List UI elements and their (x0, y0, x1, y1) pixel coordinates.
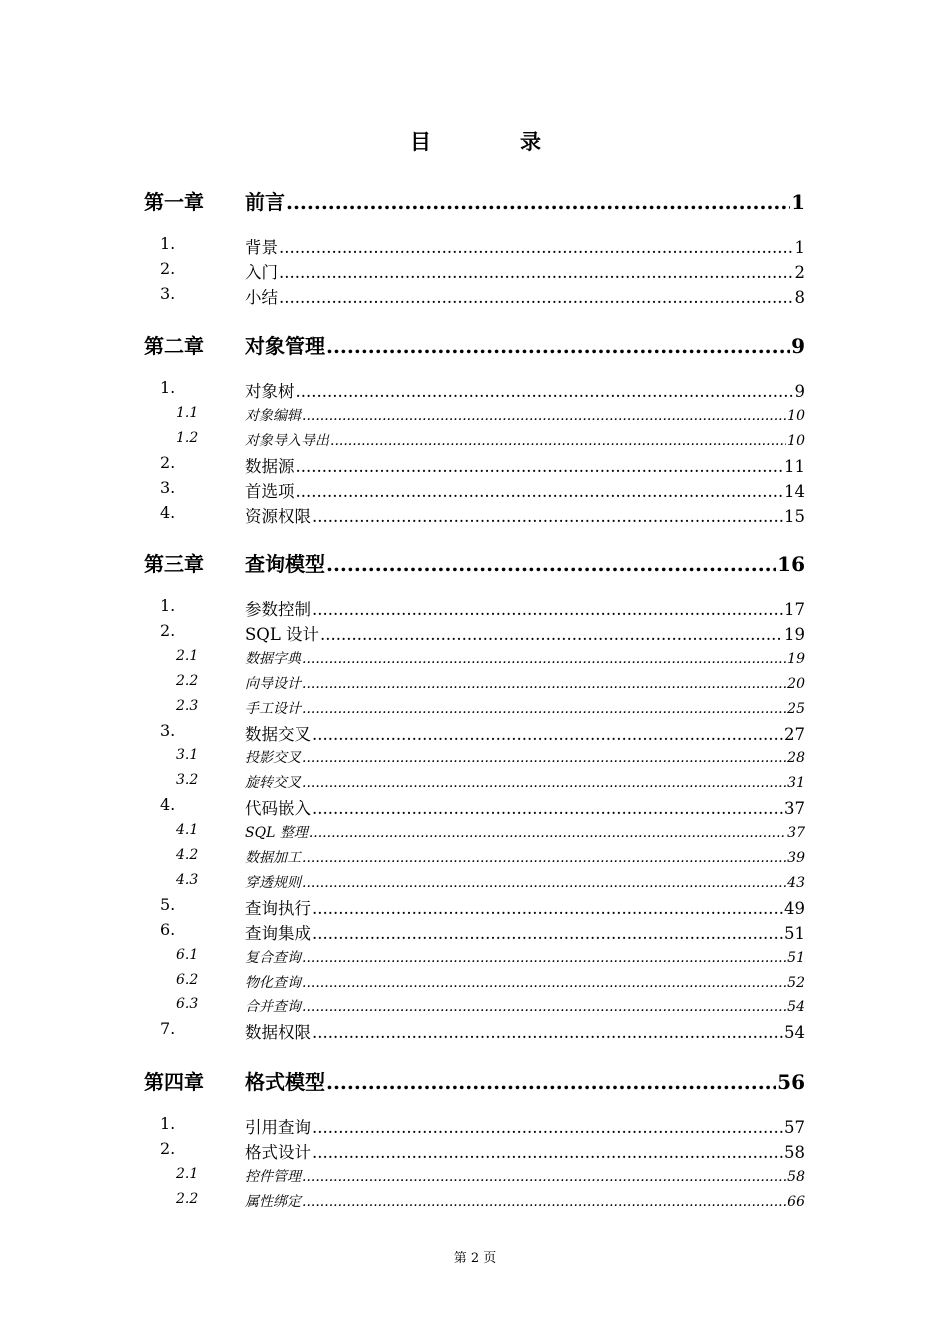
toc-label: 对象树 (245, 382, 295, 401)
toc-entry[interactable] (245, 972, 805, 992)
toc-number: 5. (160, 894, 176, 914)
toc-number: 6.3 (176, 996, 199, 1013)
toc-title-right: 录 (520, 129, 541, 154)
page-footer: 第 2 页 (453, 1251, 497, 1266)
toc-number: 3.2 (176, 772, 199, 789)
dot-leader (312, 1023, 783, 1042)
dot-leader (296, 382, 794, 401)
toc-page-number: 20 (787, 675, 805, 692)
toc-page-number: 8 (794, 287, 805, 307)
toc-page-number: 58 (784, 1142, 805, 1162)
toc-label: SQL 设计 (245, 624, 320, 644)
dot-leader (312, 799, 783, 818)
dot-leader (302, 651, 786, 667)
toc-number: 6.2 (176, 971, 199, 988)
toc-page-number: 57 (784, 1118, 805, 1137)
toc-entry[interactable] (245, 621, 805, 645)
toc-entry[interactable] (245, 330, 805, 359)
dot-leader (302, 875, 786, 891)
toc-page-number: 28 (787, 750, 805, 767)
toc-label: 查询集成 (245, 923, 311, 943)
dot-leader (296, 482, 784, 501)
toc-number: 2.3 (176, 697, 199, 714)
dot-leader (302, 850, 786, 866)
toc-entry[interactable] (245, 1139, 805, 1163)
toc-label: 物化查询 (245, 974, 301, 991)
toc-number: 2.2 (176, 672, 199, 689)
toc-page-number: 27 (784, 724, 805, 744)
dot-leader (326, 552, 776, 576)
toc-entry[interactable] (245, 596, 805, 620)
toc-page-number: 1 (794, 238, 805, 257)
toc-label: 穿透规则 (245, 874, 301, 891)
toc-entry[interactable] (245, 698, 805, 718)
toc-label: 数据字典 (245, 650, 301, 667)
toc-page-number: 9 (791, 334, 805, 358)
toc-label: 引用查询 (245, 1118, 311, 1137)
toc-label: 背景 (245, 238, 278, 257)
dot-leader (312, 924, 783, 943)
toc-number: 1.1 (176, 404, 199, 421)
toc-number: 2. (160, 620, 176, 640)
toc-page-number: 17 (784, 600, 805, 619)
toc-entry[interactable] (245, 895, 805, 919)
toc-label: 复合查询 (245, 949, 301, 966)
toc-entry[interactable] (245, 1191, 805, 1211)
toc-page-number: 16 (777, 552, 805, 576)
toc-page-number: 37 (787, 825, 805, 842)
toc-entry[interactable] (245, 772, 805, 792)
toc-entry[interactable] (245, 673, 805, 693)
dot-leader (279, 238, 794, 257)
toc-entry[interactable] (245, 947, 805, 967)
toc-number: 2. (160, 258, 176, 278)
toc-label: 前言 (245, 190, 285, 214)
dot-leader (330, 433, 786, 449)
toc-page-number: 14 (784, 481, 805, 501)
toc-page-number: 52 (787, 974, 805, 991)
toc-entry[interactable] (245, 648, 805, 668)
toc-page-number: 31 (787, 775, 805, 792)
toc-page-number: 51 (784, 923, 805, 943)
toc-number: 1. (160, 378, 176, 397)
toc-page-number: 54 (784, 1023, 805, 1043)
toc-entry[interactable] (245, 1166, 805, 1186)
toc-entry[interactable] (245, 259, 805, 283)
dot-leader (312, 507, 783, 526)
toc-number: 第四章 (144, 1070, 204, 1094)
toc-label: 对象管理 (245, 334, 325, 358)
toc-entry[interactable] (245, 503, 805, 527)
toc-page-number: 19 (784, 624, 805, 644)
toc-entry[interactable] (245, 453, 805, 477)
toc-entry[interactable] (245, 996, 805, 1016)
toc-entry[interactable] (245, 847, 805, 867)
toc-entry[interactable] (245, 405, 805, 425)
toc-label: 资源权限 (245, 506, 311, 526)
dot-leader (312, 1143, 783, 1162)
dot-leader (302, 750, 786, 766)
toc-label: 查询模型 (245, 552, 325, 576)
toc-entry[interactable] (245, 1114, 805, 1138)
toc-number: 6.1 (176, 946, 199, 963)
toc-label: 数据交叉 (245, 724, 311, 744)
toc-page-number: 56 (777, 1070, 805, 1094)
toc-page-number: 11 (784, 456, 805, 476)
toc-number: 第三章 (144, 552, 204, 576)
toc-label: 数据源 (245, 456, 295, 476)
toc-label: 查询执行 (245, 898, 311, 918)
toc-page-number: 10 (787, 432, 805, 449)
toc-label: 手工设计 (245, 700, 301, 717)
dot-leader (279, 288, 794, 307)
toc-entry[interactable] (245, 920, 805, 944)
dot-leader (312, 899, 783, 918)
dot-leader (302, 975, 786, 991)
toc-page-number: 54 (787, 999, 805, 1016)
toc-entry[interactable] (245, 795, 805, 819)
toc-number: 1. (160, 1114, 176, 1133)
toc-page-number: 19 (787, 650, 805, 667)
toc-label: 控件管理 (245, 1168, 301, 1185)
toc-label: 旋转交叉 (245, 775, 301, 792)
toc-number: 4. (160, 502, 176, 522)
dot-leader (302, 950, 786, 966)
toc-number: 第二章 (144, 334, 204, 358)
dot-leader (326, 1070, 776, 1094)
toc-title-left: 目 (410, 129, 431, 154)
dot-leader (302, 1169, 786, 1185)
toc-label: 格式模型 (245, 1070, 325, 1094)
toc-entry[interactable] (245, 430, 805, 450)
dot-leader (279, 263, 794, 282)
toc-number: 4. (160, 795, 176, 815)
toc-label: 向导设计 (245, 675, 301, 692)
toc-entry[interactable] (245, 284, 805, 308)
toc-label: 数据加工 (245, 850, 301, 866)
toc-number: 第一章 (144, 190, 204, 214)
toc-page-number: 58 (787, 1168, 805, 1185)
toc-page-number: 39 (787, 850, 805, 866)
toc-page-number: 37 (784, 799, 805, 819)
toc-page-number: 66 (787, 1193, 805, 1210)
toc-page-number: 2 (794, 262, 805, 282)
toc-label: 属性绑定 (245, 1193, 301, 1210)
dot-leader (302, 999, 786, 1015)
toc-number: 2.1 (176, 647, 199, 664)
dot-leader (326, 334, 790, 358)
toc-label: 小结 (245, 287, 278, 307)
toc-label: 对象导入导出 (245, 432, 329, 449)
toc-label: 对象编辑 (245, 407, 301, 424)
toc-number: 1.2 (176, 429, 199, 446)
dot-leader (320, 625, 783, 644)
toc-label: SQL 整理 (245, 825, 308, 842)
toc-entry[interactable] (245, 747, 805, 767)
dot-leader (286, 190, 790, 214)
toc-label: 合并查询 (245, 999, 301, 1016)
toc-number: 2. (160, 452, 176, 472)
dot-leader (296, 457, 784, 476)
toc-number: 3.1 (176, 747, 199, 764)
toc-entry[interactable] (245, 548, 805, 577)
dot-leader (302, 1194, 786, 1210)
toc-label: 参数控制 (245, 600, 311, 619)
toc-number: 6. (160, 919, 176, 939)
toc-entry[interactable] (245, 378, 805, 402)
toc-number: 4.1 (176, 822, 199, 839)
toc-number: 3. (160, 477, 176, 497)
toc-label: 投影交叉 (245, 750, 301, 767)
toc-label: 格式设计 (245, 1142, 311, 1162)
toc-entry[interactable] (245, 186, 805, 215)
toc-label: 数据权限 (245, 1023, 311, 1043)
dot-leader (312, 1118, 783, 1137)
toc-number: 2.2 (176, 1190, 199, 1207)
toc-entry[interactable] (245, 822, 805, 842)
dot-leader (302, 676, 786, 692)
toc-label: 首选项 (245, 481, 295, 501)
dot-leader (302, 701, 786, 717)
toc-label: 入门 (245, 262, 278, 282)
toc-number: 3. (160, 720, 176, 740)
toc-number: 4.3 (176, 871, 199, 888)
dot-leader (312, 600, 783, 619)
toc-page-number: 43 (787, 874, 805, 891)
toc-entry[interactable] (245, 721, 805, 745)
toc-number: 2.1 (176, 1165, 199, 1182)
toc-number: 1. (160, 234, 176, 253)
toc-page-number: 51 (787, 949, 805, 966)
toc-entry[interactable] (245, 478, 805, 502)
toc-page-number: 25 (787, 700, 805, 717)
toc-entry[interactable] (245, 234, 805, 258)
dot-leader (309, 825, 786, 841)
toc-page-number: 9 (794, 382, 805, 401)
toc-number: 7. (160, 1019, 176, 1039)
toc-number: 3. (160, 283, 176, 303)
toc-number: 4.2 (176, 847, 199, 863)
toc-entry[interactable] (245, 1066, 805, 1095)
toc-page-number: 1 (791, 190, 805, 214)
dot-leader (302, 775, 786, 791)
toc-page-number: 10 (787, 407, 805, 424)
toc-entry[interactable] (245, 1019, 805, 1043)
toc-entry[interactable] (245, 872, 805, 892)
dot-leader (312, 725, 783, 744)
toc-page-number: 15 (784, 506, 805, 526)
toc-number: 2. (160, 1138, 176, 1158)
toc-number: 1. (160, 596, 176, 615)
toc-page-number: 49 (784, 898, 805, 918)
dot-leader (302, 408, 786, 424)
toc-label: 代码嵌入 (245, 799, 311, 819)
